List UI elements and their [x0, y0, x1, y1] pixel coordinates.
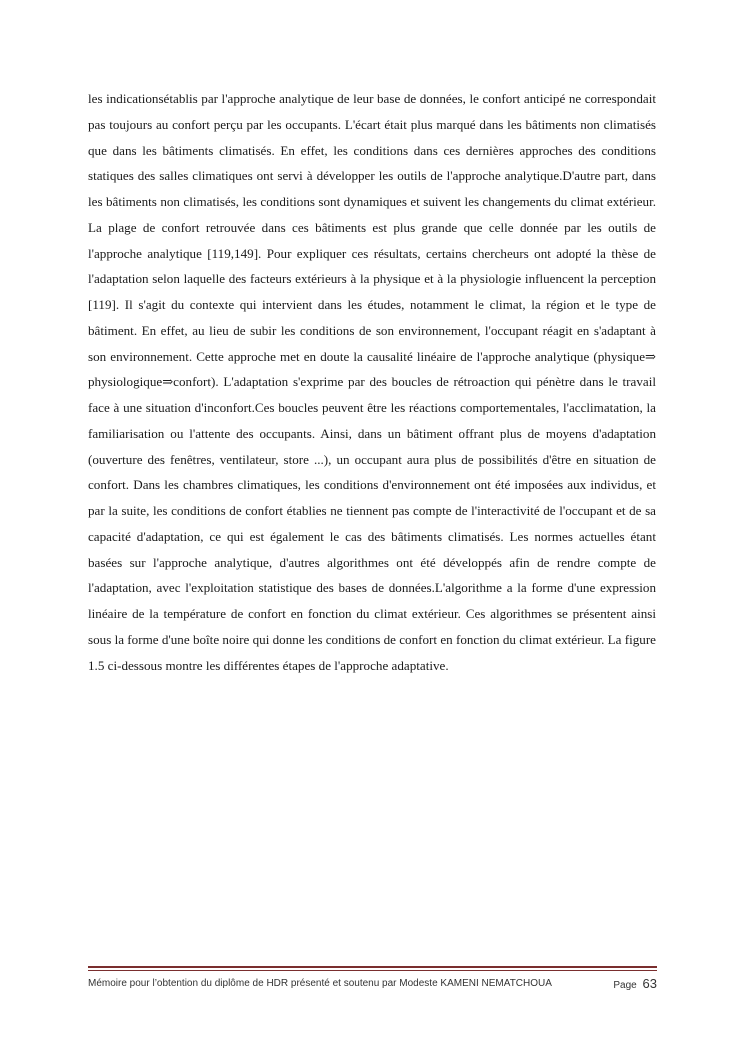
page-footer [88, 976, 657, 994]
body-paragraph: les indicationsétablis par l'approche analytique de leur base de données, le confort anticipé ne correspondait pas toujours au confort perçu par les occupants. L'écart était plus marqué dans les bâtiments non climatisés que dans les bâtiments climatisés. En effet, les conditions dans ces dernières approches des conditions statiques des salles climatiques ont servi à développer les outils de l'approche analytique.D'autre part, dans les bâtiments non climatisés, les conditions sont dynamiques et suivent les changements du climat extérieur. La plage de confort retrouvée dans ces bâtiments est plus grande que celle donnée par les outils de l'approche analytique [119,149]. Pour expliquer ces résultats, certains chercheurs ont adopté la thèse de l'adaptation selon laquelle des facteurs extérieurs à la physique et à la physiologie influencent la perception [119]. Il s'agit du contexte qui intervient dans les études, notamment le climat, la région et le type de bâtiment. En effet, au lieu de subir les conditions de son environnement, l'occupant réagit en s'adaptant à son environnement. Cette approche met en doute la causalité linéaire de l'approche analytique (physique⇒ physiologique⇒confort). L'adaptation s'exprime par des boucles de rétroaction qui pénètre dans le travail face à une situation d'inconfort.Ces boucles peuvent être les réactions comportementales, l'acclimatation, la familiarisation ou l'attente des occupants. Ainsi, dans un bâtiment offrant plus de moyens d'adaptation (ouverture des fenêtres, ventilateur, store ...), un occupant aura plus de possibilités d'être en situation de confort. Dans les chambres climatiques, les conditions d'environnement ont été imposées aux individus, et par la suite, les conditions de confort établies ne tiennent pas compte de l'interactivité de l'occupant et de sa capacité d'adaptation, ce qui est également le cas des bâtiments climatisés. Les normes actuelles étant basées sur l'approche analytique, d'autres algorithmes ont été développés afin de rendre compte de l'adaptation, avec l'exploitation statistique des bases de données.L'algorithme a la forme d'une expression linéaire de la température de confort en fonction du climat extérieur. Ces algorithmes se présentent ainsi sous la forme d'une boîte noire qui donne les conditions de confort en fonction du climat extérieur. La figure 1.5 ci-dessous montre les différentes étapes de l'approche adaptative. [88, 91, 656, 673]
footer-divider-thin [88, 970, 657, 971]
page-number: 63 [642, 976, 657, 991]
footer-text: Mémoire pour l’obtention du diplôme de HDR présenté et soutenu par Modeste KAMENI NEMATCHOUA [88, 978, 552, 989]
page-number-block [613, 976, 657, 991]
page-label: Page [613, 980, 637, 991]
footer-divider [88, 966, 657, 968]
